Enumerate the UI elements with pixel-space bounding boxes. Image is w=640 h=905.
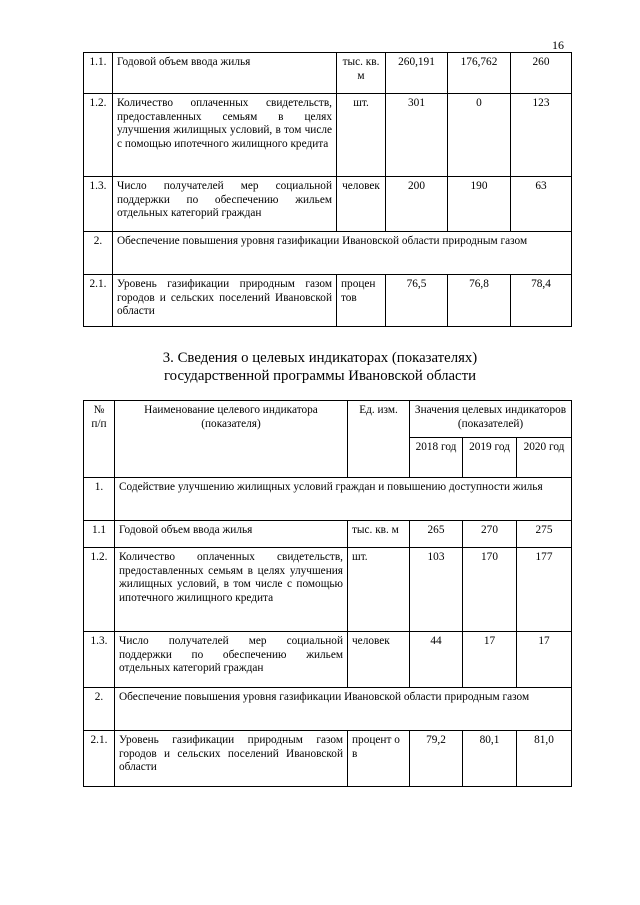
value-cell: 63: [511, 177, 572, 232]
row-number: 2.: [84, 688, 115, 731]
section-heading: [0, 350, 640, 385]
section-name: Содействие улучшению жилищных условий граждан и повышению доступности жилья: [115, 478, 572, 521]
row-number: 2.1.: [84, 275, 113, 327]
table-row: [84, 521, 572, 548]
unit-cell: тыс. кв. м: [337, 53, 386, 94]
target-indicators-table: [83, 400, 572, 787]
value-cell: 270: [463, 521, 517, 548]
unit-cell: шт.: [337, 94, 386, 177]
row-number: 1.3.: [84, 177, 113, 232]
table-row: [84, 632, 572, 688]
value-cell: 76,5: [386, 275, 448, 327]
row-number: 2.1.: [84, 731, 115, 787]
indicator-name: Годовой объем ввода жилья: [113, 53, 337, 94]
value-cell: 79,2: [410, 731, 463, 787]
value-cell: 17: [463, 632, 517, 688]
section-heading-line: государственной программы Ивановской области: [163, 367, 477, 384]
indicators-table-continued: [83, 52, 572, 327]
value-cell: 123: [511, 94, 572, 177]
value-cell: 265: [410, 521, 463, 548]
value-cell: 78,4: [511, 275, 572, 327]
value-cell: 190: [448, 177, 511, 232]
header-unit: Ед. изм.: [348, 401, 410, 478]
value-cell: 260: [511, 53, 572, 94]
page-number: 16: [552, 38, 564, 52]
table-row: [84, 688, 572, 731]
value-cell: 301: [386, 94, 448, 177]
row-number: 2.: [84, 232, 113, 275]
table-row: [84, 94, 572, 177]
table-row: [84, 232, 572, 275]
value-cell: 44: [410, 632, 463, 688]
unit-cell: процен тов: [337, 275, 386, 327]
indicator-name: Годовой объем ввода жилья: [115, 521, 348, 548]
value-cell: 0: [448, 94, 511, 177]
row-number: 1.: [84, 478, 115, 521]
value-cell: 176,762: [448, 53, 511, 94]
indicator-name: Количество оплаченных свидетельств, предоставленных семьям в целях улучшения жилищных условий, в том числе с помощью ипотечного жилищного кредита: [113, 94, 337, 177]
row-number: 1.2.: [84, 548, 115, 632]
value-cell: 170: [463, 548, 517, 632]
header-year: 2020 год: [517, 438, 572, 478]
value-cell: 177: [517, 548, 572, 632]
table-row: [84, 53, 572, 94]
value-cell: 260,191: [386, 53, 448, 94]
row-number: 1.3.: [84, 632, 115, 688]
unit-cell: тыс. кв. м: [348, 521, 410, 548]
table-row: [84, 548, 572, 632]
unit-cell: шт.: [348, 548, 410, 632]
indicator-name: Число получателей мер социальной поддержки по обеспечению жильем отдельных категорий граждан: [115, 632, 348, 688]
header-indicator-name: Наименование целевого индикатора (показателя): [115, 401, 348, 478]
indicator-name: Количество оплаченных свидетельств, предоставленных семьям в целях улучшения жилищных условий, в том числе с помощью ипотечного жилищного кредита: [115, 548, 348, 632]
header-year: 2019 год: [463, 438, 517, 478]
value-cell: 103: [410, 548, 463, 632]
value-cell: 200: [386, 177, 448, 232]
table-row: [84, 177, 572, 232]
row-number: 1.2.: [84, 94, 113, 177]
section-heading-line: 3. Сведения о целевых индикаторах (показателях): [162, 350, 478, 366]
unit-cell: человек: [348, 632, 410, 688]
value-cell: 17: [517, 632, 572, 688]
table-row: [84, 731, 572, 787]
unit-cell: человек: [337, 177, 386, 232]
indicator-name: Число получателей мер социальной поддержки по обеспечению жильем отдельных категорий граждан: [113, 177, 337, 232]
header-year: 2018 год: [410, 438, 463, 478]
header-values: Значения целевых индикаторов (показателей): [410, 401, 572, 438]
value-cell: 275: [517, 521, 572, 548]
indicator-name: Уровень газификации природным газом городов и сельских поселений Ивановской области: [115, 731, 348, 787]
indicator-name: Уровень газификации природным газом городов и сельских поселений Ивановской области: [113, 275, 337, 327]
unit-cell: процент о в: [348, 731, 410, 787]
header-row: [84, 401, 572, 438]
header-number: № п/п: [84, 401, 115, 478]
row-number: 1.1.: [84, 53, 113, 94]
value-cell: 81,0: [517, 731, 572, 787]
table-row: [84, 478, 572, 521]
value-cell: 80,1: [463, 731, 517, 787]
value-cell: 76,8: [448, 275, 511, 327]
row-number: 1.1: [84, 521, 115, 548]
table-row: [84, 275, 572, 327]
section-name: Обеспечение повышения уровня газификации Ивановской области природным газом: [113, 232, 572, 275]
section-name: Обеспечение повышения уровня газификации Ивановской области природным газом: [115, 688, 572, 731]
